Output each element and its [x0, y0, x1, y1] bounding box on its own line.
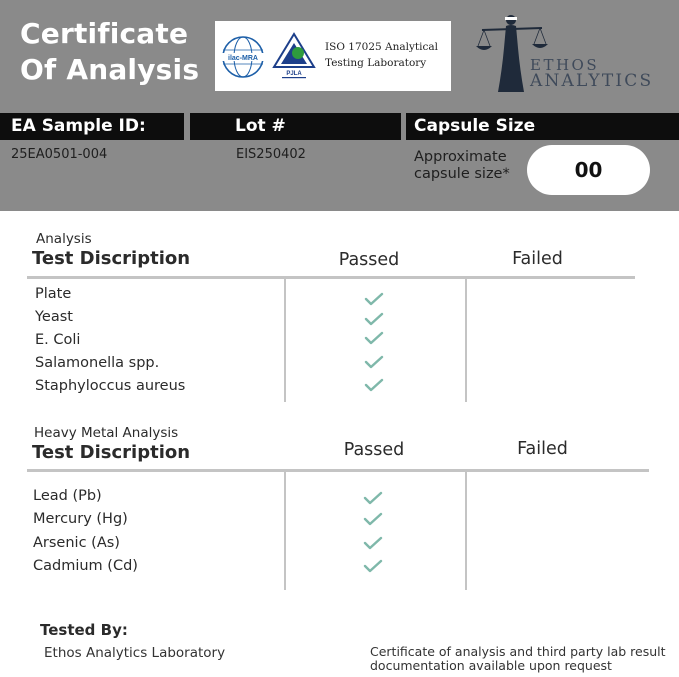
brand-line-2: ANALYTICS — [530, 71, 654, 91]
heavy-metal-section-label: Heavy Metal Analysis — [34, 425, 179, 441]
metals-column-divider-2 — [465, 472, 467, 590]
sample-id-label: EA Sample ID: — [0, 113, 184, 140]
passed-check-icon — [363, 512, 383, 526]
sample-id-value: 25EA0501-004 — [11, 147, 108, 162]
micro-row-salmonella: Salamonella spp. — [35, 355, 160, 371]
capsule-size-label: Capsule Size — [406, 113, 679, 140]
lot-label: Lot # — [190, 113, 401, 140]
metals-col-passed: Passed — [343, 440, 405, 460]
capsule-size-value: 00 — [527, 145, 650, 195]
passed-check-icon — [364, 292, 384, 306]
accreditation-line-2: Testing Laboratory — [325, 57, 427, 69]
pjla-logo-text: PJLA — [286, 71, 302, 77]
pjla-logo — [271, 31, 317, 81]
lot-value: EIS250402 — [236, 147, 306, 162]
passed-check-icon — [364, 312, 384, 326]
capsule-note-line-2: capsule size* — [414, 166, 510, 182]
analysis-section-label: Analysis — [36, 231, 92, 247]
micro-column-divider-1 — [284, 279, 286, 402]
metals-header-divider — [27, 469, 649, 472]
header-banner — [0, 0, 679, 211]
metals-row-lead: Lead (Pb) — [33, 488, 102, 504]
accreditation-line-1: ISO 17025 Analytical — [325, 41, 438, 53]
micro-col-description: Test Discription — [32, 248, 191, 269]
metals-row-arsenic: Arsenic (As) — [33, 535, 120, 551]
tested-by-value: Ethos Analytics Laboratory — [44, 645, 226, 661]
passed-check-icon — [363, 559, 383, 573]
tested-by-label: Tested By: — [40, 621, 128, 639]
ilac-logo-text: ilac-MRA — [228, 55, 258, 62]
micro-col-failed: Failed — [512, 249, 563, 269]
micro-column-divider-2 — [465, 279, 467, 402]
documentation-note: Certificate of analysis and third party lab result documentation available upon request — [370, 644, 666, 673]
metals-column-divider-1 — [284, 472, 286, 590]
capsule-note — [414, 149, 510, 183]
passed-check-icon — [364, 331, 384, 345]
micro-row-ecoli: E. Coli — [35, 332, 81, 348]
accreditation-text — [325, 39, 438, 71]
title-line-1: Certificate — [20, 17, 189, 50]
document-title — [20, 16, 199, 88]
micro-row-plate: Plate — [35, 286, 72, 302]
micro-header-divider — [27, 276, 635, 279]
metals-col-description: Test Discription — [32, 442, 191, 463]
passed-check-icon — [363, 491, 383, 505]
brand-wordmark — [530, 57, 653, 89]
passed-check-icon — [364, 355, 384, 369]
capsule-note-line-1: Approximate — [414, 149, 507, 165]
passed-check-icon — [364, 378, 384, 392]
metals-col-failed: Failed — [517, 439, 568, 459]
metals-row-cadmium: Cadmium (Cd) — [33, 558, 138, 574]
micro-row-yeast: Yeast — [35, 309, 73, 325]
accreditation-badge — [215, 21, 451, 91]
metals-row-mercury: Mercury (Hg) — [33, 511, 128, 527]
brand-line-1: ETHOS — [530, 56, 600, 74]
passed-check-icon — [363, 536, 383, 550]
micro-row-staph: Staphyloccus aureus — [35, 378, 186, 394]
title-line-2: Of Analysis — [20, 53, 200, 86]
ilac-mra-logo — [221, 35, 265, 79]
micro-col-passed: Passed — [338, 250, 400, 270]
